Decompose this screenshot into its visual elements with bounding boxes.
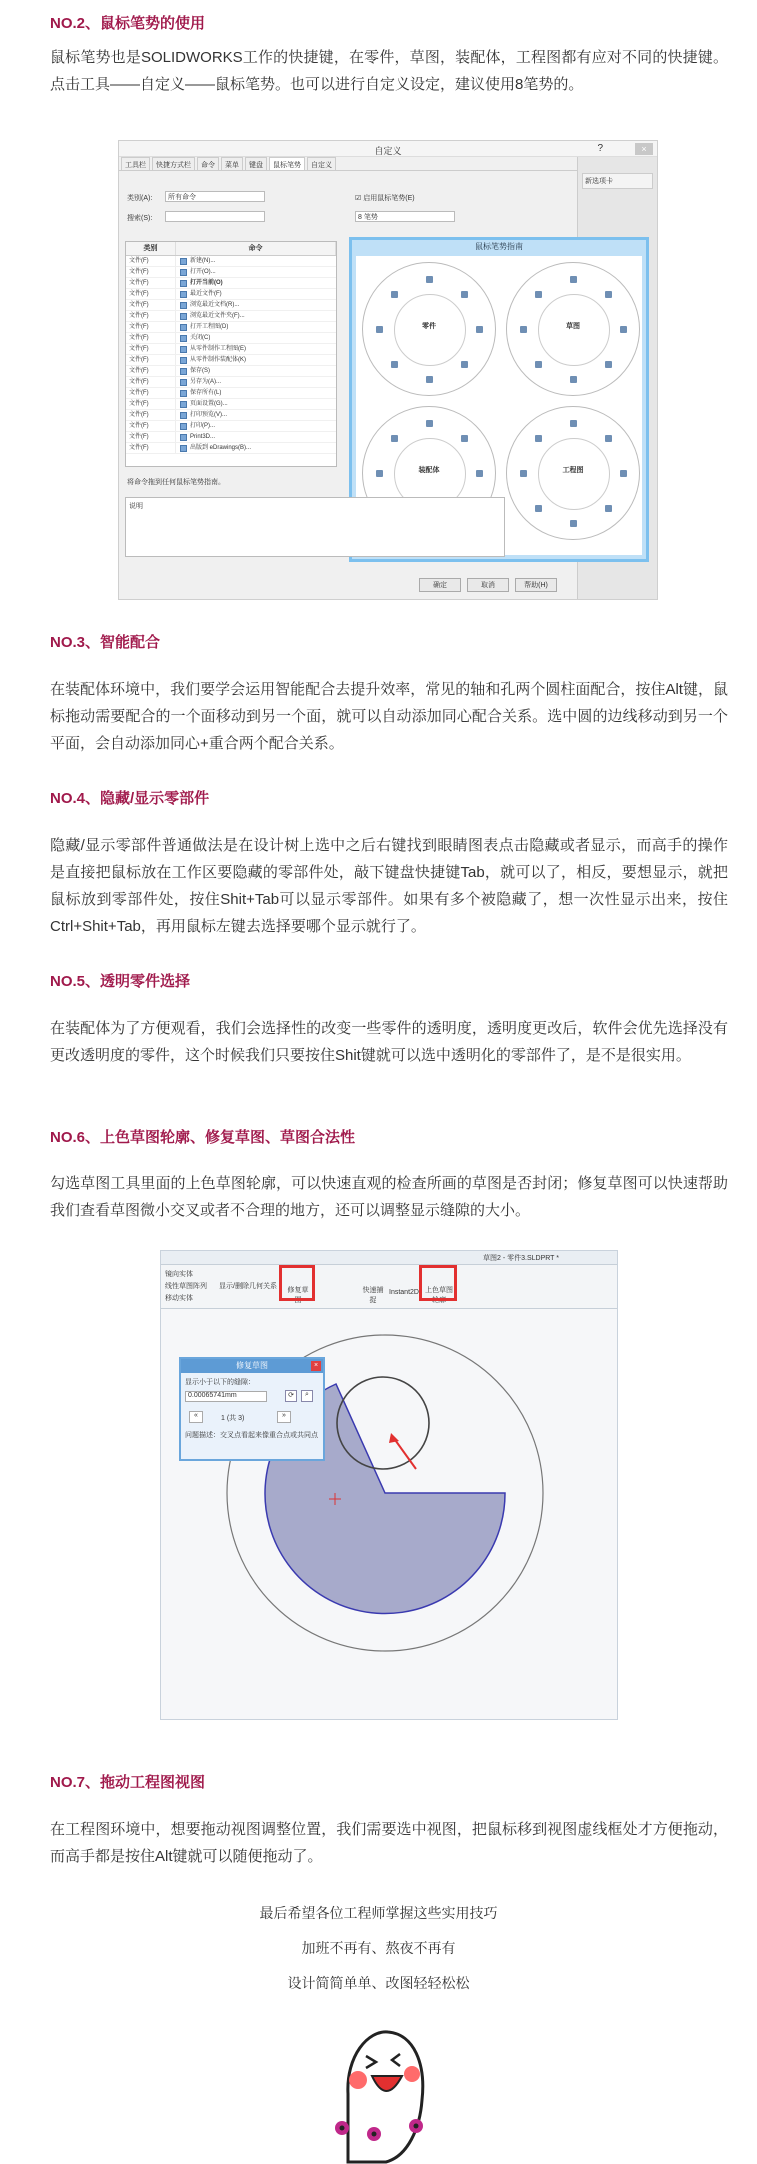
command-icon [180,302,187,309]
enable-gestures-checkbox[interactable]: ☑ 启用鼠标笔势(E) [355,195,415,202]
gesture-count-select[interactable]: 8 笔势 [355,211,455,222]
enable-gestures-label: 启用鼠标笔势(E) [363,195,415,202]
dialog-buttons [419,578,557,592]
command-cell [176,344,336,354]
command-name: 最近文件(F) [190,290,222,297]
command-icon [180,434,187,441]
command-category: 文件(F) [126,322,176,332]
command-cell [176,300,336,310]
gesture-command-icon[interactable] [426,276,433,283]
mirror-entities[interactable]: 镜向实体 [165,1271,193,1278]
category-select[interactable]: 所有命令 [165,191,265,202]
command-table [125,241,337,467]
description-label: 说明 [129,503,143,510]
command-name: 打开工程图(D) [190,323,229,330]
command-name: 关闭(C) [190,334,211,341]
gesture-command-icon[interactable] [570,520,577,527]
ring-label-part: 零件 [422,323,436,330]
tab-commands[interactable]: 命令 [197,157,219,170]
command-icon [180,445,187,452]
ring-label-drawing: 工程图 [562,467,584,474]
command-icon [180,269,187,276]
command-name: 打开当前(O) [190,279,223,286]
command-category: 文件(F) [126,333,176,343]
command-cell [176,366,336,376]
section-para-4: 隐藏/显示零部件普通做法是在设计树上选中之后右键找到眼睛图表点击隐藏或者显示，而高手的操作是直接把鼠标放在工作区要隐藏的零部件处，敲下键盘快捷键Tab，就可以了，相反，要想显示，就把鼠标放到零部件处，按住Shit+Tab可以显示零部件。如果有多个被隐藏了，想一次性显示出来，按住Ctrl+Shit+Tab，再用鼠标左键去选择要哪个显示就行了。 [50,837,728,935]
command-row[interactable] [126,399,336,410]
section-heading-4: NO.4、隐藏/显示零部件 [50,790,210,807]
file-name: 草图2 - 零件3.SLDPRT * [483,1255,559,1262]
command-category: 文件(F) [126,388,176,398]
gap-input[interactable]: 0.00065741mm [185,1391,267,1402]
command-row[interactable] [126,322,336,333]
command-row[interactable] [126,333,336,344]
gesture-command-icon[interactable] [461,361,468,368]
section-heading-5: NO.5、透明零件选择 [50,973,191,990]
gesture-command-icon[interactable] [476,326,483,333]
command-row[interactable] [126,421,336,432]
command-icon [180,357,187,364]
repair-dialog-title: 修复草图 [236,1361,268,1370]
command-row[interactable] [126,355,336,366]
col-category: 类别 [126,242,176,255]
red-arrow-head [389,1433,399,1443]
gesture-command-icon[interactable] [605,291,612,298]
gesture-command-icon[interactable] [426,376,433,383]
move-entities[interactable]: 移动实体 [165,1295,193,1302]
command-row[interactable] [126,278,336,289]
command-category: 文件(F) [126,443,176,453]
command-row[interactable] [126,256,336,267]
command-category: 文件(F) [126,278,176,288]
command-row[interactable] [126,443,336,454]
ring-label-sketch: 草图 [566,323,580,330]
cancel-button[interactable]: 取消 [467,578,509,592]
command-name: 浏览最近文件夹(F)... [190,312,245,319]
command-name: 从零件制作工程图(E) [190,345,246,352]
command-table-header [126,242,336,256]
command-cell [176,443,336,453]
gesture-command-icon[interactable] [476,470,483,477]
command-name: 保存(S) [190,367,210,374]
command-category: 文件(F) [126,399,176,409]
command-category: 文件(F) [126,410,176,420]
section-para-2: 鼠标笔势也是SOLIDWORKS工作的快捷键，在零件，草图，装配体，工程图都有应对不同的快捷键。点击工具——自定义——鼠标笔势。也可以进行自定义设定，建议使用8笔势的。 [50,49,728,93]
customize-dialog-screenshot [118,140,658,600]
command-row[interactable] [126,289,336,300]
gesture-command-icon[interactable] [426,420,433,427]
command-category: 文件(F) [126,344,176,354]
repair-dialog-header [181,1359,323,1373]
command-name: 新建(N)... [190,257,216,264]
gesture-command-icon[interactable] [570,376,577,383]
tab-mouse-gestures[interactable]: 鼠标笔势 [269,157,305,170]
command-name: 另存为(A)... [190,378,221,385]
close-icon[interactable]: × [635,143,653,155]
linear-pattern[interactable]: 线性草图阵列 [165,1283,207,1290]
command-icon [180,346,187,353]
command-category: 文件(F) [126,377,176,387]
gesture-command-icon[interactable] [605,435,612,442]
tab-menus[interactable]: 菜单 [221,157,243,170]
gesture-command-icon[interactable] [461,291,468,298]
command-cell [176,311,336,321]
command-name: 出版到 eDrawings(B)... [190,444,252,451]
gesture-command-icon[interactable] [520,326,527,333]
repair-sketch-dialog [179,1357,325,1461]
command-icon [180,423,187,430]
repair-sketch-button[interactable]: 修复草图 [287,1287,309,1304]
command-row[interactable] [126,388,336,399]
help-button[interactable]: 帮助(H) [515,578,557,592]
command-icon [180,324,187,331]
mascot-svg [328,2016,438,2164]
command-name: 浏览最近文档(R)... [190,301,240,308]
command-name: 打印(P)... [190,422,215,429]
command-row[interactable] [126,432,336,443]
command-icon [180,335,187,342]
issue-counter: 1 (共 3) [221,1415,245,1422]
category-label: 类别(A): [127,195,153,202]
gap-label: 显示小于以下的缝隙： [185,1379,255,1386]
command-cell [176,432,336,442]
command-row[interactable] [126,366,336,377]
command-category: 文件(F) [126,256,176,266]
search-label: 搜索(S): [127,215,153,222]
gesture-command-icon[interactable] [391,291,398,298]
command-icon [180,291,187,298]
tab-shortcut-bar[interactable]: 快捷方式栏 [152,157,195,170]
command-name: 打印预览(V)... [190,411,227,418]
next-icon[interactable]: » [277,1411,291,1423]
gesture-command-icon[interactable] [520,470,527,477]
command-icon [180,280,187,287]
gesture-ring-sketch [506,262,640,396]
command-row[interactable] [126,377,336,388]
command-cell [176,421,336,431]
gesture-command-icon[interactable] [620,470,627,477]
gesture-ring-drawing [506,406,640,540]
dialog-titlebar [119,141,657,157]
command-icon [180,258,187,265]
gesture-guide-title: 鼠标笔势指南 [475,242,523,251]
repair-sketch-screenshot [160,1250,618,1720]
command-icon [180,412,187,419]
problem-description: 问题描述：交叉点看起来像重合点或共同点 [185,1432,318,1439]
gesture-command-icon[interactable] [535,361,542,368]
command-name: 从零件制作装配体(K) [190,356,246,363]
gesture-command-icon[interactable] [461,435,468,442]
command-category: 文件(F) [126,311,176,321]
command-row[interactable] [126,300,336,311]
command-category: 文件(F) [126,421,176,431]
gesture-command-icon[interactable] [605,505,612,512]
closing-line-3: 设计简简单单、改图轻轻松松 [287,1975,470,1991]
section-para-6: 勾选草图工具里面的上色草图轮廓，可以快速直观的检查所画的草图是否封闭；修复草图可以快速帮助我们查看草图微小交叉或者不合理的地方，还可以调整显示缝隙的大小。 [50,1175,728,1219]
gesture-command-icon[interactable] [376,326,383,333]
section-para-7: 在工程图环境中，想要拖动视图调整位置，我们需要选中视图，把鼠标移到视图虚线框处才方便拖动，而高手都是按住Alt键就可以随便拖动了。 [50,1821,728,1865]
dialog-title: 自定义 [374,146,402,156]
command-category: 文件(F) [126,366,176,376]
gesture-command-icon[interactable] [391,361,398,368]
command-icon [180,401,187,408]
closing-line-1: 最后希望各位工程师掌握这些实用技巧 [259,1905,498,1921]
gesture-command-icon[interactable] [535,505,542,512]
command-icon [180,368,187,375]
instant2d-button[interactable]: Instant2D [389,1289,419,1296]
gesture-command-icon[interactable] [376,470,383,477]
help-icon[interactable]: ? [597,143,603,154]
command-icon [180,379,187,386]
gesture-command-icon[interactable] [570,276,577,283]
new-tab[interactable]: 新选项卡 [582,173,653,189]
command-category: 文件(F) [126,432,176,442]
shade-highlight [419,1265,457,1301]
drag-hint: 将命令拖到任何鼠标笔势指南。 [127,479,225,486]
command-name: 保存所有(L) [190,389,222,396]
show-delete-relations[interactable]: 显示/删除几何关系 [219,1283,277,1290]
command-cell [176,278,336,288]
command-icon [180,313,187,320]
command-row[interactable] [126,267,336,278]
section-heading-3: NO.3、智能配合 [50,634,161,651]
gesture-command-icon[interactable] [620,326,627,333]
command-category: 文件(F) [126,289,176,299]
section-para-5: 在装配体为了方便观看，我们会选择性的改变一些零件的透明度，透明度更改后，软件会优先选择没有更改透明度的零件，这个时候我们只要按住Shit键就可以选中透明化的零部件了，是不是很实用。 [50,1020,728,1064]
app-toolbar [161,1251,618,1265]
section-para-3: 在装配体环境中，我们要学会运用智能配合去提升效率，常见的轴和孔两个圆柱面配合，按住Alt键，鼠标拖动需要配合的一个面移动到另一个面，就可以自动添加同心配合关系。选中圆的边线移动到另一个平面，会自动添加同心+重合两个配合关系。 [50,681,728,752]
sketch-ribbon [161,1265,618,1309]
gesture-command-icon[interactable] [391,435,398,442]
quick-snap-button[interactable]: 快速捕捉 [362,1287,384,1304]
refresh-icon[interactable]: ⟳ [285,1390,297,1402]
command-cell [176,322,336,332]
ok-button[interactable]: 确定 [419,578,461,592]
command-cell [176,377,336,387]
ring-label-assembly: 装配体 [418,467,440,474]
command-row[interactable] [126,311,336,322]
col-command: 命令 [176,242,336,255]
shade-sketch-contours-button[interactable]: 上色草图轮廓 [425,1287,453,1304]
command-cell [176,399,336,409]
mascot-illustration [328,2016,438,2164]
command-cell [176,410,336,420]
gesture-command-icon[interactable] [570,420,577,427]
command-cell [176,388,336,398]
command-icon [180,390,187,397]
repair-close-icon[interactable]: × [311,1361,321,1371]
command-category: 文件(F) [126,267,176,277]
gesture-ring-part [362,262,496,396]
command-category: 文件(F) [126,355,176,365]
command-name: 页面设置(G)... [190,400,228,407]
command-cell [176,355,336,365]
command-cell [176,267,336,277]
search-input[interactable] [165,211,265,222]
gesture-command-icon[interactable] [535,435,542,442]
tab-customize[interactable]: 自定义 [307,157,336,170]
zoom-icon[interactable]: ⌕ [301,1390,313,1402]
tab-keyboard[interactable]: 键盘 [245,157,267,170]
command-name: Print3D... [190,433,216,440]
command-category: 文件(F) [126,300,176,310]
closing-line-2: 加班不再有、熬夜不再有 [301,1940,456,1956]
command-row[interactable] [126,410,336,421]
gesture-command-icon[interactable] [535,291,542,298]
command-name: 打开(O)... [190,268,216,275]
section-heading-7: NO.7、拖动工程图视图 [50,1774,206,1791]
section-heading-2: NO.2、鼠标笔势的使用 [50,15,206,32]
repair-highlight [279,1265,315,1301]
section-heading-6: NO.6、上色草图轮廓、修复草图、草图合法性 [50,1129,356,1146]
command-cell [176,333,336,343]
command-row[interactable] [126,344,336,355]
description-box [125,497,505,557]
prev-icon[interactable]: « [189,1411,203,1423]
tab-toolbar[interactable]: 工具栏 [121,157,150,170]
gesture-command-icon[interactable] [605,361,612,368]
command-cell [176,289,336,299]
command-cell [176,256,336,266]
